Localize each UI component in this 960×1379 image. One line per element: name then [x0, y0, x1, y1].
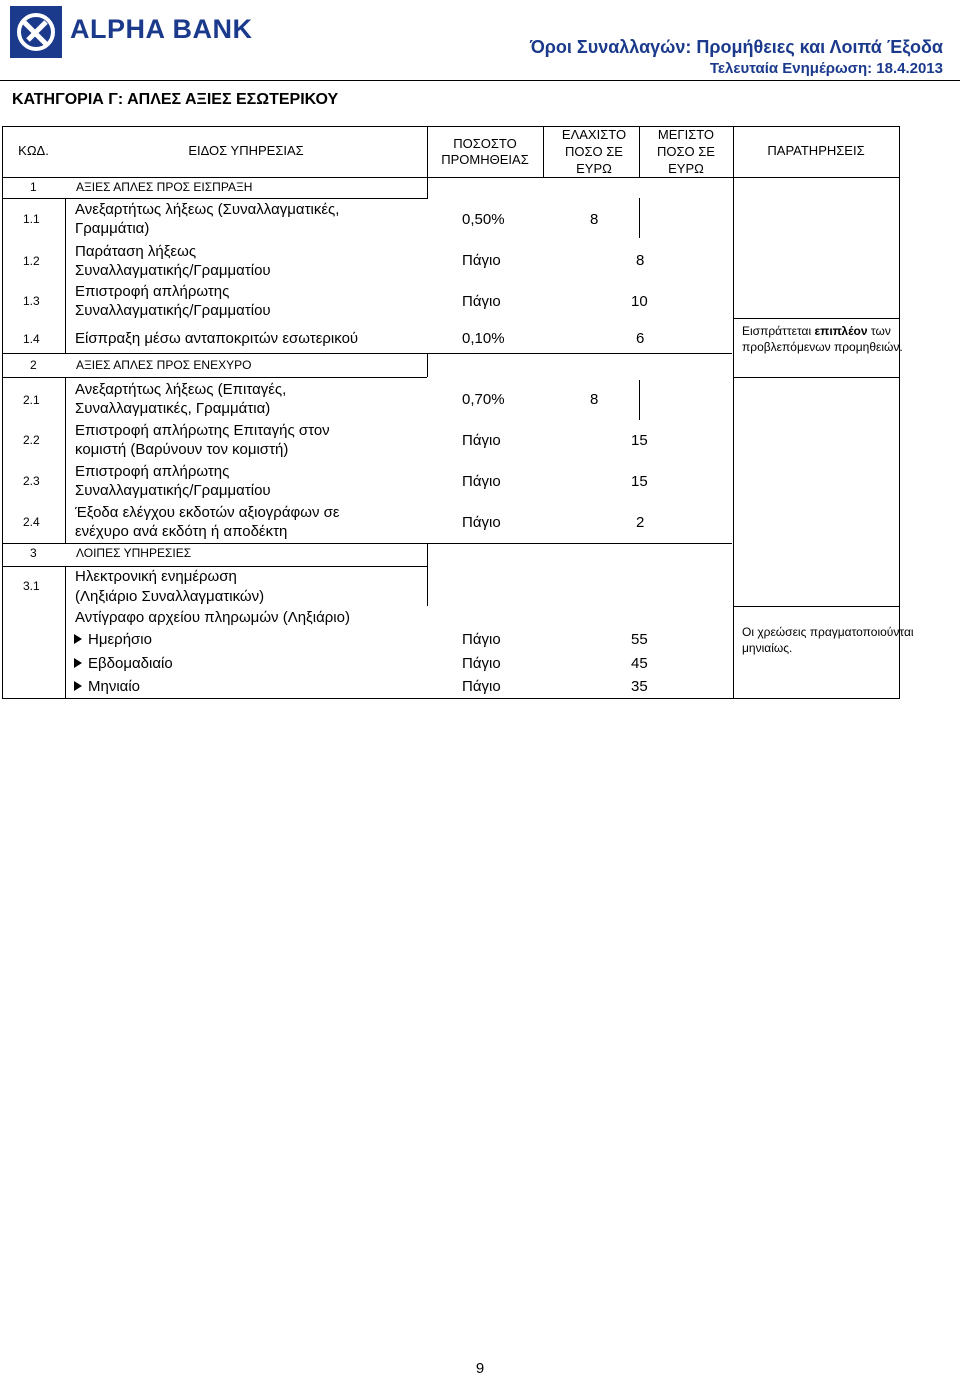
row-description-line2: ενέχυρο ανά εκδότη ή αποδέκτη: [75, 523, 288, 540]
row-min-amount: 8: [636, 252, 645, 269]
section-code: 1: [30, 180, 37, 194]
alpha-bank-logo-icon: [10, 6, 62, 58]
row-description-line1: Επιστροφή απλήρωτης: [75, 463, 230, 480]
col-header-code: ΚΩΔ.: [18, 143, 49, 158]
section-title: ΑΞΙΕΣ ΑΠΛΕΣ ΠΡΟΣ ΕΙΣΠΡΑΞΗ: [76, 180, 253, 194]
last-update: Τελευταία Ενημέρωση: 18.4.2013: [709, 60, 943, 77]
row-min-amount: 2: [636, 514, 645, 531]
col-header-remarks: ΠΑΡΑΤΗΡΗΣΕΙΣ: [767, 143, 865, 158]
row-min-amount: 8: [590, 211, 599, 228]
sub-item-min-amount: 55: [631, 631, 648, 648]
col-header-service-type: ΕΙΔΟΣ ΥΠΗΡΕΣΙΑΣ: [188, 143, 304, 158]
row-description-line2: (Ληξιάριο Συναλλαγματικών): [75, 588, 265, 605]
row-rate: Πάγιο: [462, 432, 501, 449]
row-code: 2.3: [23, 474, 40, 488]
row-rate: Πάγιο: [462, 514, 501, 531]
row-description-line2: Συναλλαγματικής/Γραμματίου: [75, 482, 271, 499]
col-header-max-line1: ΜΕΓΙΣΤΟ: [657, 127, 715, 142]
sub-section-title: Αντίγραφο αρχείου πληρωμών (Ληξιάριο): [75, 609, 350, 626]
remark-text: των: [870, 324, 891, 338]
row-code: 2.4: [23, 515, 40, 529]
logo-text: ALPHA BANK: [70, 14, 253, 44]
remark-text: Εισπράττεται: [742, 324, 812, 338]
page-number: 9: [475, 1360, 485, 1377]
row-description-line1: Επιστροφή απλήρωτης Επιταγής στον: [75, 422, 330, 439]
remark-monthly-charges-line1: Οι χρεώσεις πραγματοποιούνται: [742, 625, 914, 639]
sub-item-weekly: [74, 654, 173, 674]
row-rate: 0,10%: [462, 330, 505, 347]
document-title: Όροι Συναλλαγών: Προμήθειες και Λοιπά Έξοδα: [529, 37, 943, 57]
sub-item-label: Ημερήσιο: [88, 631, 152, 648]
row-description-line1: Ηλεκτρονική ενημέρωση: [75, 568, 237, 585]
header-divider: [0, 80, 960, 81]
row-description-line1: Ανεξαρτήτως λήξεως (Επιταγές,: [75, 381, 287, 398]
row-code: 1.3: [23, 294, 40, 308]
col-header-rate-line2: ΠΡΟΜΗΘΕΙΑΣ: [441, 152, 529, 167]
section-title: ΛΟΙΠΕΣ ΥΠΗΡΕΣΙΕΣ: [76, 546, 192, 560]
section-code: 3: [30, 546, 37, 560]
row-min-amount: 10: [631, 293, 648, 310]
col-header-max-line3: ΕΥΡΩ: [668, 161, 704, 176]
row-rate: Πάγιο: [462, 252, 501, 269]
sub-item-rate: Πάγιο: [462, 631, 501, 648]
sub-item-label: Μηνιαίο: [88, 678, 141, 695]
row-min-amount: 15: [631, 473, 648, 490]
row-rate: 0,70%: [462, 391, 505, 408]
sub-item-min-amount: 45: [631, 655, 648, 672]
row-min-amount: 15: [631, 432, 648, 449]
row-code: 3.1: [23, 579, 40, 593]
remark-extra-charge-line2: προβλεπόμενων προμηθειών.: [742, 340, 903, 354]
row-rate: Πάγιο: [462, 293, 501, 310]
col-header-min-line3: ΕΥΡΩ: [576, 161, 612, 176]
remark-extra-charge: [742, 324, 891, 339]
row-description-line2: Συναλλαγματικής/Γραμματίου: [75, 302, 271, 319]
category-title: ΚΑΤΗΓΟΡΙΑ Γ: ΑΠΛΕΣ ΑΞΙΕΣ ΕΣΩΤΕΡΙΚΟΥ: [12, 91, 339, 108]
row-code: 2.1: [23, 393, 40, 407]
row-description: Είσπραξη μέσω ανταποκριτών εσωτερικού: [75, 330, 359, 347]
row-description-line1: Παράταση λήξεως: [75, 243, 197, 260]
row-min-amount: 8: [590, 391, 599, 408]
sub-item-daily: [74, 630, 152, 650]
sub-item-min-amount: 35: [631, 678, 648, 695]
bullet-triangle-icon: [74, 681, 82, 691]
row-description-line1: Επιστροφή απλήρωτης: [75, 283, 230, 300]
row-description-line1: Έξοδα ελέγχου εκδοτών αξιογράφων σε: [75, 504, 340, 521]
row-description-line2: Συναλλαγματικής/Γραμματίου: [75, 262, 271, 279]
row-code: 1.4: [23, 332, 40, 346]
section-code: 2: [30, 358, 37, 372]
col-header-min-line2: ΠΟΣΟ ΣΕ: [565, 144, 623, 159]
remark-monthly-charges-line2: μηνιαίως.: [742, 641, 793, 655]
col-header-rate-line1: ΠΟΣΟΣΤΟ: [453, 136, 517, 151]
bullet-triangle-icon: [74, 658, 82, 668]
col-header-max-line2: ΠΟΣΟ ΣΕ: [657, 144, 715, 159]
row-rate: 0,50%: [462, 211, 505, 228]
bullet-triangle-icon: [74, 634, 82, 644]
section-title: ΑΞΙΕΣ ΑΠΛΕΣ ΠΡΟΣ ΕΝΕΧΥΡΟ: [76, 358, 252, 372]
sub-item-rate: Πάγιο: [462, 655, 501, 672]
row-description-line2: Συναλλαγματικές, Γραμμάτια): [75, 400, 271, 417]
row-rate: Πάγιο: [462, 473, 501, 490]
row-description-line2: κομιστή (Βαρύνουν τον κομιστή): [75, 441, 289, 458]
row-min-amount: 6: [636, 330, 645, 347]
sub-item-rate: Πάγιο: [462, 678, 501, 695]
row-description-line2: Γραμμάτια): [75, 220, 150, 237]
row-code: 2.2: [23, 433, 40, 447]
remark-bold-text: επιπλέον: [814, 324, 868, 338]
row-code: 1.1: [23, 212, 40, 226]
row-description-line1: Ανεξαρτήτως λήξεως (Συναλλαγματικές,: [75, 201, 340, 218]
col-header-min-line1: ΕΛΑΧΙΣΤΟ: [561, 127, 627, 142]
sub-item-label: Εβδομαδιαίο: [88, 655, 173, 672]
row-code: 1.2: [23, 254, 40, 268]
sub-item-monthly: [74, 677, 140, 697]
